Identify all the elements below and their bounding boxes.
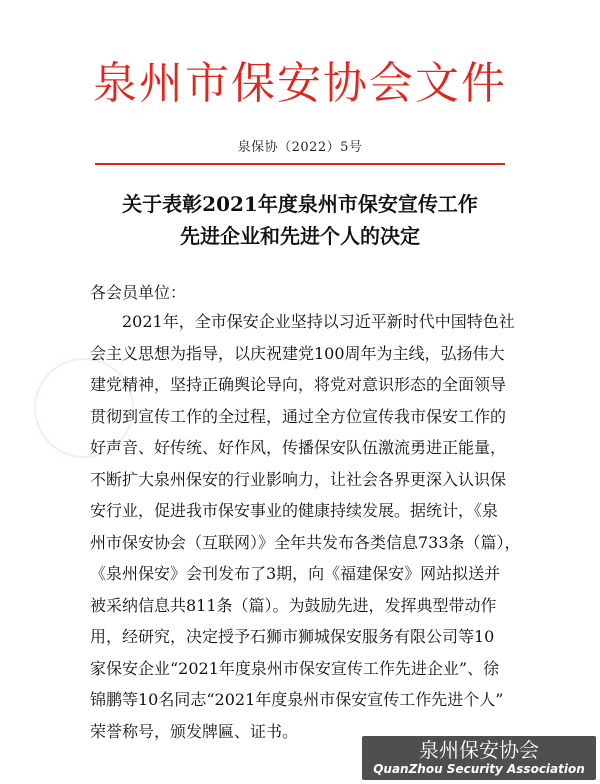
body-line: 用，经研究，决定授予石狮市狮城保安服务有限公司等10: [90, 627, 495, 646]
body-line: 建党精神，坚持正确舆论导向，将党对意识形态的全面领导: [90, 375, 507, 394]
body-line: 不断扩大泉州保安的行业影响力，让社会各界更深入认识保: [90, 469, 507, 489]
document-number: 泉保协（2022）5号: [237, 140, 363, 155]
body-line: 荣誉称号，颁发牌匾、证书。: [90, 721, 299, 741]
body-line: 州市保安协会（互联网）》全年共发布各类信息733条（篇），: [90, 532, 521, 552]
body-line: 家保安企业“2021年度泉州市保安宣传工作先进企业”、徐: [90, 658, 500, 678]
document-header-title: 泉州市保安协会文件: [93, 58, 507, 109]
body-line: 会主义思想为指导，以庆祝建党100周年为主线，弘扬伟大: [90, 343, 505, 363]
body-line: 好声音、好传统、好作风，传播保安队伍激流勇进正能量，: [90, 438, 507, 457]
body-line: 《泉州保安》会刊发布了3期，向《福建保安》网站拟送并: [90, 564, 501, 583]
notice-title-line-2: 先进企业和先进个人的决定: [180, 224, 420, 248]
salutation: 各会员单位：: [90, 283, 187, 302]
notice-title-line-1: 关于表彰2021年度泉州市保安宣传工作: [122, 192, 478, 216]
body-line: 安行业，促进我市保安事业的健康持续发展。据统计，《泉: [90, 501, 499, 520]
watermark-name-en: QuanZhou Security Association: [373, 762, 585, 776]
watermark-name-cn: 泉州保安协会: [419, 738, 539, 762]
body-line: 被采纳信息共811条（篇）。为鼓励先进，发挥典型带动作: [90, 595, 497, 615]
header-divider: [95, 163, 505, 165]
body-text: [90, 306, 522, 747]
association-watermark: [362, 736, 596, 780]
body-line: 2021年，全市保安企业坚持以习近平新时代中国特色社: [90, 312, 515, 331]
body-line: 贯彻到宣传工作的全过程，通过全方位宣传我市保安工作的: [90, 406, 507, 426]
body-line: 锦鹏等10名同志“2021年度泉州市保安宣传工作先进个人”: [90, 690, 504, 709]
